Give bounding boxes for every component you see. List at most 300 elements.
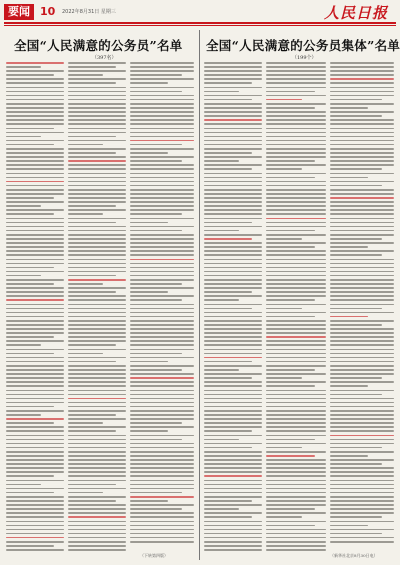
text-line bbox=[204, 377, 252, 379]
text-line bbox=[6, 516, 64, 518]
text-line bbox=[130, 492, 182, 494]
text-line bbox=[6, 152, 64, 154]
text-line bbox=[130, 279, 194, 281]
text-line bbox=[68, 193, 126, 195]
text-line bbox=[6, 447, 64, 449]
text-line bbox=[266, 185, 326, 187]
text-line bbox=[6, 324, 64, 326]
text-line bbox=[330, 373, 394, 375]
text-line bbox=[68, 271, 126, 273]
text-line bbox=[330, 168, 382, 170]
text-line bbox=[266, 246, 315, 248]
text-line bbox=[204, 99, 252, 101]
text-line bbox=[204, 447, 252, 449]
text-line bbox=[204, 328, 262, 330]
text-line bbox=[330, 205, 394, 207]
text-line bbox=[6, 275, 41, 277]
text-line bbox=[6, 373, 64, 375]
text-line bbox=[266, 164, 326, 166]
text-line bbox=[330, 398, 394, 400]
text-line bbox=[204, 132, 262, 134]
text-line bbox=[6, 488, 64, 490]
text-line bbox=[330, 516, 382, 518]
text-line bbox=[330, 471, 394, 473]
text-line bbox=[6, 111, 64, 113]
text-line bbox=[330, 132, 394, 134]
text-line bbox=[204, 238, 252, 240]
text-line bbox=[266, 467, 326, 469]
text-line bbox=[330, 447, 382, 449]
text-line bbox=[130, 426, 194, 428]
text-line bbox=[204, 263, 262, 265]
text-line bbox=[130, 508, 182, 510]
text-line bbox=[330, 222, 394, 224]
text-line bbox=[204, 402, 262, 404]
text-line bbox=[330, 275, 394, 277]
text-line bbox=[266, 66, 326, 68]
text-line bbox=[266, 324, 326, 326]
text-line bbox=[266, 508, 315, 510]
text-line bbox=[130, 283, 182, 285]
text-line bbox=[266, 353, 326, 355]
text-line bbox=[130, 475, 194, 477]
text-line bbox=[330, 78, 394, 80]
text-line bbox=[6, 484, 41, 486]
text-line bbox=[266, 516, 302, 518]
text-line bbox=[6, 173, 64, 175]
text-line bbox=[6, 316, 64, 318]
text-line bbox=[204, 148, 262, 150]
text-line bbox=[266, 521, 326, 523]
text-line bbox=[330, 107, 368, 109]
text-line bbox=[6, 377, 64, 379]
text-line bbox=[204, 504, 262, 506]
text-line bbox=[130, 148, 194, 150]
text-line bbox=[266, 422, 326, 424]
text-line bbox=[130, 537, 194, 539]
text-line bbox=[130, 529, 194, 531]
text-line bbox=[266, 402, 326, 404]
text-line bbox=[130, 385, 194, 387]
text-line bbox=[68, 508, 126, 510]
text-line bbox=[330, 455, 368, 457]
text-line bbox=[6, 537, 64, 539]
text-line bbox=[204, 353, 262, 355]
text-line bbox=[130, 263, 194, 265]
text-line bbox=[266, 504, 326, 506]
text-line bbox=[6, 115, 64, 117]
text-line bbox=[330, 283, 394, 285]
text-line bbox=[130, 422, 182, 424]
text-line bbox=[68, 414, 116, 416]
text-line bbox=[6, 168, 64, 170]
text-line bbox=[204, 381, 262, 383]
text-line bbox=[204, 201, 262, 203]
text-line bbox=[204, 279, 262, 281]
text-line bbox=[204, 324, 262, 326]
text-line bbox=[68, 78, 126, 80]
text-line bbox=[330, 189, 394, 191]
text-line bbox=[266, 455, 315, 457]
text-line bbox=[130, 390, 194, 392]
text-line bbox=[68, 226, 126, 228]
text-line bbox=[330, 209, 394, 211]
text-line bbox=[68, 299, 126, 301]
text-line bbox=[266, 336, 326, 338]
text-line bbox=[130, 254, 194, 256]
publication-date: 2022年8月31日 星期三 bbox=[62, 9, 116, 15]
text-line bbox=[130, 291, 168, 293]
text-line bbox=[6, 480, 64, 482]
text-line bbox=[266, 385, 315, 387]
text-line bbox=[130, 365, 194, 367]
text-line bbox=[266, 91, 315, 93]
text-line bbox=[68, 218, 126, 220]
text-line bbox=[266, 394, 326, 396]
text-line bbox=[266, 480, 326, 482]
text-line bbox=[204, 119, 262, 121]
text-line bbox=[68, 185, 126, 187]
text-line bbox=[330, 197, 394, 199]
text-line bbox=[68, 164, 126, 166]
text-line bbox=[6, 402, 64, 404]
text-line bbox=[330, 62, 394, 64]
text-line bbox=[130, 66, 194, 68]
text-line bbox=[6, 545, 54, 547]
text-line bbox=[266, 181, 326, 183]
text-line bbox=[130, 357, 194, 359]
text-line bbox=[6, 78, 64, 80]
text-line bbox=[266, 435, 326, 437]
text-line bbox=[266, 103, 326, 105]
text-line bbox=[6, 521, 64, 523]
text-line bbox=[204, 87, 262, 89]
text-line bbox=[266, 267, 326, 269]
text-line bbox=[266, 218, 326, 220]
text-line bbox=[68, 140, 126, 142]
text-line bbox=[266, 287, 326, 289]
text-line bbox=[130, 398, 194, 400]
text-line bbox=[68, 111, 126, 113]
text-line bbox=[130, 136, 194, 138]
text-line bbox=[130, 312, 194, 314]
text-line bbox=[266, 484, 326, 486]
text-line bbox=[266, 136, 326, 138]
text-line bbox=[6, 308, 64, 310]
text-line bbox=[68, 541, 126, 543]
text-line bbox=[6, 439, 64, 441]
text-line bbox=[266, 410, 326, 412]
text-line bbox=[68, 324, 126, 326]
text-line bbox=[68, 463, 126, 465]
text-line bbox=[130, 295, 194, 297]
text-line bbox=[330, 242, 394, 244]
text-line bbox=[266, 254, 326, 256]
text-line bbox=[68, 516, 126, 518]
text-line bbox=[6, 181, 64, 183]
text-line bbox=[130, 275, 194, 277]
text-line bbox=[6, 213, 54, 215]
text-line bbox=[204, 91, 239, 93]
text-line bbox=[130, 107, 194, 109]
text-line bbox=[130, 140, 194, 142]
text-line bbox=[68, 74, 103, 76]
text-line bbox=[330, 308, 382, 310]
text-line bbox=[204, 115, 262, 117]
text-line bbox=[266, 525, 315, 527]
text-line bbox=[6, 344, 41, 346]
text-line bbox=[130, 132, 194, 134]
text-line bbox=[130, 70, 194, 72]
text-line bbox=[266, 205, 326, 207]
text-line bbox=[204, 168, 252, 170]
text-line bbox=[204, 349, 262, 351]
text-line bbox=[68, 181, 126, 183]
text-column bbox=[68, 62, 126, 558]
text-line bbox=[130, 369, 182, 371]
text-line bbox=[204, 230, 239, 232]
text-line bbox=[330, 414, 394, 416]
text-line bbox=[68, 537, 126, 539]
text-line bbox=[330, 484, 394, 486]
text-line bbox=[204, 173, 262, 175]
text-line bbox=[68, 365, 126, 367]
text-line bbox=[130, 373, 194, 375]
text-line bbox=[68, 304, 126, 306]
text-line bbox=[68, 238, 126, 240]
text-line bbox=[6, 254, 64, 256]
text-line bbox=[6, 136, 41, 138]
text-line bbox=[68, 447, 126, 449]
text-line bbox=[204, 218, 262, 220]
text-line bbox=[266, 111, 326, 113]
text-line bbox=[330, 537, 394, 539]
text-line bbox=[204, 287, 262, 289]
text-column bbox=[130, 62, 194, 546]
text-line bbox=[6, 91, 64, 93]
text-line bbox=[130, 299, 182, 301]
text-line bbox=[130, 119, 194, 121]
text-line bbox=[6, 201, 64, 203]
text-line bbox=[68, 123, 126, 125]
text-line bbox=[68, 492, 103, 494]
text-line bbox=[204, 496, 262, 498]
text-line bbox=[204, 95, 262, 97]
text-line bbox=[266, 500, 326, 502]
text-line bbox=[330, 422, 394, 424]
text-line bbox=[6, 455, 64, 457]
text-line bbox=[204, 541, 262, 543]
text-line bbox=[204, 74, 262, 76]
text-line bbox=[68, 250, 126, 252]
text-line bbox=[266, 193, 326, 195]
text-line bbox=[330, 426, 394, 428]
text-line bbox=[6, 287, 64, 289]
text-line bbox=[204, 361, 252, 363]
text-line bbox=[6, 390, 64, 392]
text-line bbox=[330, 87, 394, 89]
text-line bbox=[330, 230, 394, 232]
text-line bbox=[68, 132, 126, 134]
text-line bbox=[204, 197, 262, 199]
text-line bbox=[130, 459, 194, 461]
text-line bbox=[6, 475, 54, 477]
text-line bbox=[266, 439, 315, 441]
text-line bbox=[6, 197, 54, 199]
text-line bbox=[68, 455, 126, 457]
text-line bbox=[6, 365, 64, 367]
text-line bbox=[68, 107, 126, 109]
text-line bbox=[130, 410, 194, 412]
text-line bbox=[68, 361, 116, 363]
text-line bbox=[204, 111, 262, 113]
text-line bbox=[330, 521, 394, 523]
text-line bbox=[266, 381, 326, 383]
text-line bbox=[130, 160, 182, 162]
text-line bbox=[68, 418, 126, 420]
text-line bbox=[266, 529, 326, 531]
text-line bbox=[204, 430, 252, 432]
text-line bbox=[6, 205, 41, 207]
text-line bbox=[6, 132, 64, 134]
text-line bbox=[204, 545, 262, 547]
text-line bbox=[68, 402, 126, 404]
text-line bbox=[68, 168, 126, 170]
text-line bbox=[68, 357, 126, 359]
text-line bbox=[330, 353, 394, 355]
text-line bbox=[330, 390, 394, 392]
text-line bbox=[330, 475, 394, 477]
text-line bbox=[130, 238, 194, 240]
text-line bbox=[6, 74, 54, 76]
text-line bbox=[130, 504, 194, 506]
text-line bbox=[6, 140, 64, 142]
text-line bbox=[204, 484, 262, 486]
text-line bbox=[266, 168, 302, 170]
text-line bbox=[6, 398, 64, 400]
text-line bbox=[330, 435, 394, 437]
text-line bbox=[204, 140, 262, 142]
text-line bbox=[266, 344, 326, 346]
text-line bbox=[204, 459, 262, 461]
text-line bbox=[330, 115, 382, 117]
text-line bbox=[204, 463, 262, 465]
text-line bbox=[204, 533, 262, 535]
text-line bbox=[330, 144, 394, 146]
text-line bbox=[330, 95, 394, 97]
text-line bbox=[68, 287, 126, 289]
text-line bbox=[330, 344, 394, 346]
text-line bbox=[68, 209, 126, 211]
text-line bbox=[204, 422, 262, 424]
text-line bbox=[330, 332, 394, 334]
text-line bbox=[68, 512, 126, 514]
text-line bbox=[68, 242, 126, 244]
text-line bbox=[6, 414, 41, 416]
text-line bbox=[204, 410, 262, 412]
text-line bbox=[204, 525, 262, 527]
text-line bbox=[266, 279, 326, 281]
text-line bbox=[130, 103, 194, 105]
text-line bbox=[330, 324, 382, 326]
text-line bbox=[130, 332, 194, 334]
text-line bbox=[330, 525, 368, 527]
text-line bbox=[266, 234, 326, 236]
text-line bbox=[330, 357, 394, 359]
text-line bbox=[330, 508, 394, 510]
text-line bbox=[6, 226, 64, 228]
text-line bbox=[204, 418, 262, 420]
text-line bbox=[6, 443, 64, 445]
text-line bbox=[68, 91, 126, 93]
text-line bbox=[266, 140, 326, 142]
text-line bbox=[130, 418, 194, 420]
text-line bbox=[68, 443, 126, 445]
text-line bbox=[266, 189, 326, 191]
text-line bbox=[330, 410, 394, 412]
text-line bbox=[130, 271, 194, 273]
text-line bbox=[68, 246, 126, 248]
text-line bbox=[204, 537, 262, 539]
text-line bbox=[6, 82, 64, 84]
text-line bbox=[6, 164, 64, 166]
text-line bbox=[68, 259, 126, 261]
text-line bbox=[130, 349, 194, 351]
text-line bbox=[6, 357, 64, 359]
text-line bbox=[330, 316, 368, 318]
text-line bbox=[266, 271, 326, 273]
text-line bbox=[204, 516, 252, 518]
text-line bbox=[6, 95, 64, 97]
text-line bbox=[204, 299, 239, 301]
text-line bbox=[68, 291, 116, 293]
text-line bbox=[330, 279, 394, 281]
text-line bbox=[330, 246, 368, 248]
text-line bbox=[68, 152, 116, 154]
text-line bbox=[68, 189, 126, 191]
text-line bbox=[204, 455, 262, 457]
text-line bbox=[6, 148, 64, 150]
text-line bbox=[204, 435, 262, 437]
text-line bbox=[130, 324, 194, 326]
text-line bbox=[68, 549, 126, 551]
text-line bbox=[68, 128, 126, 130]
text-line bbox=[204, 275, 262, 277]
text-line bbox=[204, 164, 262, 166]
text-line bbox=[130, 156, 194, 158]
text-line bbox=[266, 492, 326, 494]
text-line bbox=[130, 463, 194, 465]
text-line bbox=[330, 336, 394, 338]
text-line bbox=[68, 222, 116, 224]
text-line bbox=[204, 226, 262, 228]
text-line bbox=[68, 406, 126, 408]
text-line bbox=[68, 471, 126, 473]
text-line bbox=[204, 234, 262, 236]
text-line bbox=[204, 426, 262, 428]
text-line bbox=[6, 160, 64, 162]
text-line bbox=[266, 488, 326, 490]
text-line bbox=[6, 353, 54, 355]
text-line bbox=[266, 459, 326, 461]
text-line bbox=[266, 308, 302, 310]
text-line bbox=[68, 475, 126, 477]
text-line bbox=[68, 144, 103, 146]
text-line bbox=[330, 402, 394, 404]
text-line bbox=[266, 451, 326, 453]
text-line bbox=[68, 451, 126, 453]
text-line bbox=[130, 181, 194, 183]
